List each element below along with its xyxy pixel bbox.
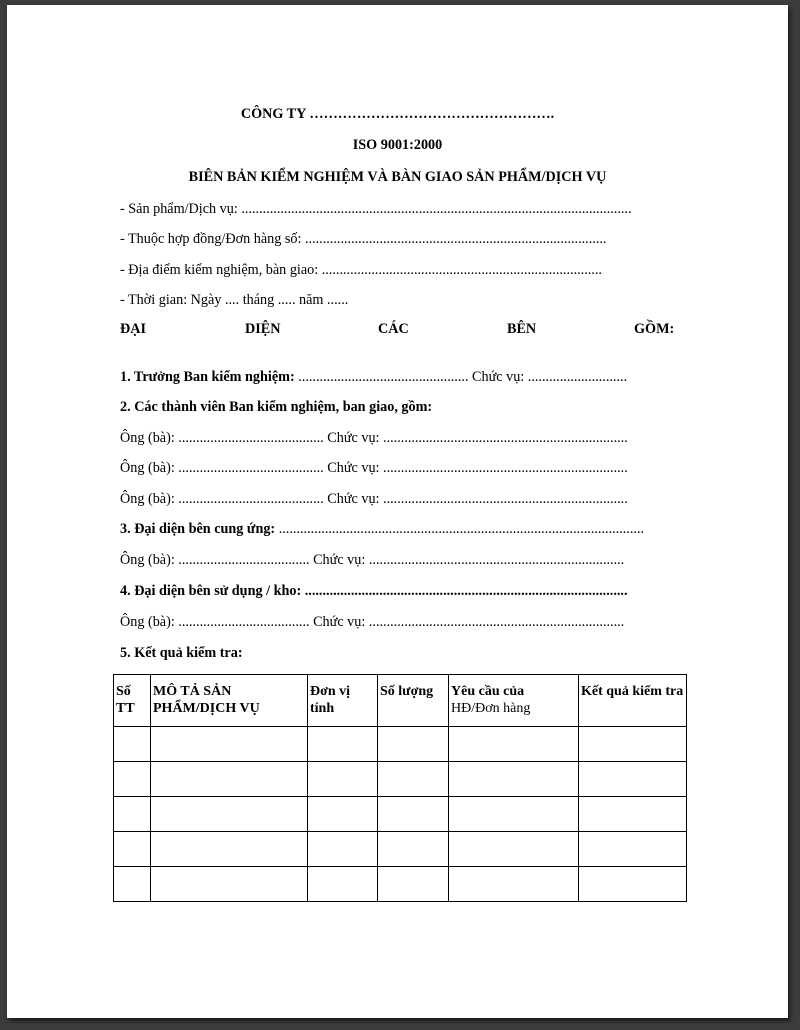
section-1-label: 1. Trưởng Ban kiểm nghiệm:	[120, 369, 295, 385]
table-row	[114, 797, 687, 832]
table-cell[interactable]	[378, 867, 449, 902]
product-line: - Sản phẩm/Dịch vụ: ..............................................................................................................	[120, 201, 632, 217]
header-cell-description: MÔ TẢ SẢN PHẨM/DỊCH VỤ	[151, 675, 308, 727]
table-cell[interactable]	[579, 762, 687, 797]
table-cell[interactable]	[449, 727, 579, 762]
representatives-word-1: ĐẠI	[120, 321, 147, 337]
document-page	[7, 5, 788, 1018]
table-cell[interactable]	[151, 832, 308, 867]
time-line: - Thời gian: Ngày .... tháng ..... năm ......	[120, 292, 349, 308]
table-cell[interactable]	[114, 867, 151, 902]
table-cell[interactable]	[378, 797, 449, 832]
table-cell[interactable]	[449, 867, 579, 902]
table-header-row	[114, 675, 687, 727]
header-cell-result: Kết quả kiểm tra	[579, 675, 687, 727]
table-cell[interactable]	[308, 867, 378, 902]
representatives-word-4: BÊN	[507, 321, 537, 337]
representatives-word-2: DIỆN	[245, 321, 281, 337]
member-line-3: Ông (bà): ......................................... Chức vụ: .....................................................................	[120, 491, 628, 507]
section-1-line	[120, 369, 627, 386]
iso-standard: ISO 9001:2000	[352, 137, 443, 153]
section-3-label: 3. Đại diện bên cung ứng:	[120, 521, 276, 537]
representatives-word-3: CÁC	[378, 321, 409, 337]
header-cell-unit: Đơn vị tính	[308, 675, 378, 727]
table-cell[interactable]	[579, 867, 687, 902]
section-4-label: 4. Đại diện bên sử dụng / kho: ...........................................................................................	[120, 583, 628, 599]
section-2-label: 2. Các thành viên Ban kiểm nghiệm, ban giao, gồm:	[120, 399, 433, 415]
table-cell[interactable]	[308, 762, 378, 797]
results-table	[113, 674, 687, 902]
table-cell[interactable]	[449, 797, 579, 832]
table-cell[interactable]	[308, 797, 378, 832]
table-cell[interactable]	[151, 797, 308, 832]
member-line-1: Ông (bà): ......................................... Chức vụ: .....................................................................	[120, 430, 628, 446]
representatives-word-5: GỒM:	[634, 321, 675, 337]
table-cell[interactable]	[114, 727, 151, 762]
location-line: - Địa điểm kiểm nghiệm, bàn giao: ...............................................................................	[120, 262, 602, 278]
table-cell[interactable]	[308, 832, 378, 867]
section-3-fields: .......................................................................................................	[275, 521, 645, 537]
header-cell-quantity: Số lượng	[378, 675, 449, 727]
section-3-line	[120, 521, 644, 538]
table-cell[interactable]	[378, 727, 449, 762]
table-cell[interactable]	[151, 867, 308, 902]
table-cell[interactable]	[579, 797, 687, 832]
table-cell[interactable]	[308, 727, 378, 762]
document-title: BIÊN BẢN KIỂM NGHIỆM VÀ BÀN GIAO SẢN PHẨM/DỊCH VỤ	[188, 169, 607, 185]
table-cell[interactable]	[114, 797, 151, 832]
table-row	[114, 762, 687, 797]
header-cell-requirement: Yêu cầu của HĐ/Đơn hàng	[449, 675, 579, 727]
table-cell[interactable]	[579, 727, 687, 762]
table-cell[interactable]	[151, 727, 308, 762]
supplier-line: Ông (bà): ..................................... Chức vụ: ........................................................................	[120, 552, 625, 568]
contract-line: - Thuộc hợp đồng/Đơn hàng số: .....................................................................................	[120, 231, 607, 247]
table-cell[interactable]	[449, 762, 579, 797]
company-line: CÔNG TY …………………………………………….	[240, 106, 555, 122]
table-row	[114, 727, 687, 762]
section-1-fields: ................................................ Chức vụ: ............................	[294, 369, 628, 385]
table-cell[interactable]	[378, 762, 449, 797]
table-cell[interactable]	[449, 832, 579, 867]
table-cell[interactable]	[114, 832, 151, 867]
table-row	[114, 867, 687, 902]
header-cell-index: Số TT	[114, 675, 151, 727]
table-cell[interactable]	[114, 762, 151, 797]
table-cell[interactable]	[151, 762, 308, 797]
user-line: Ông (bà): ..................................... Chức vụ: ........................................................................	[120, 614, 625, 630]
table-cell[interactable]	[579, 832, 687, 867]
section-5-label: 5. Kết quả kiểm tra:	[120, 645, 243, 661]
member-line-2: Ông (bà): ......................................... Chức vụ: .....................................................................	[120, 460, 628, 476]
table-cell[interactable]	[378, 832, 449, 867]
table-row	[114, 832, 687, 867]
